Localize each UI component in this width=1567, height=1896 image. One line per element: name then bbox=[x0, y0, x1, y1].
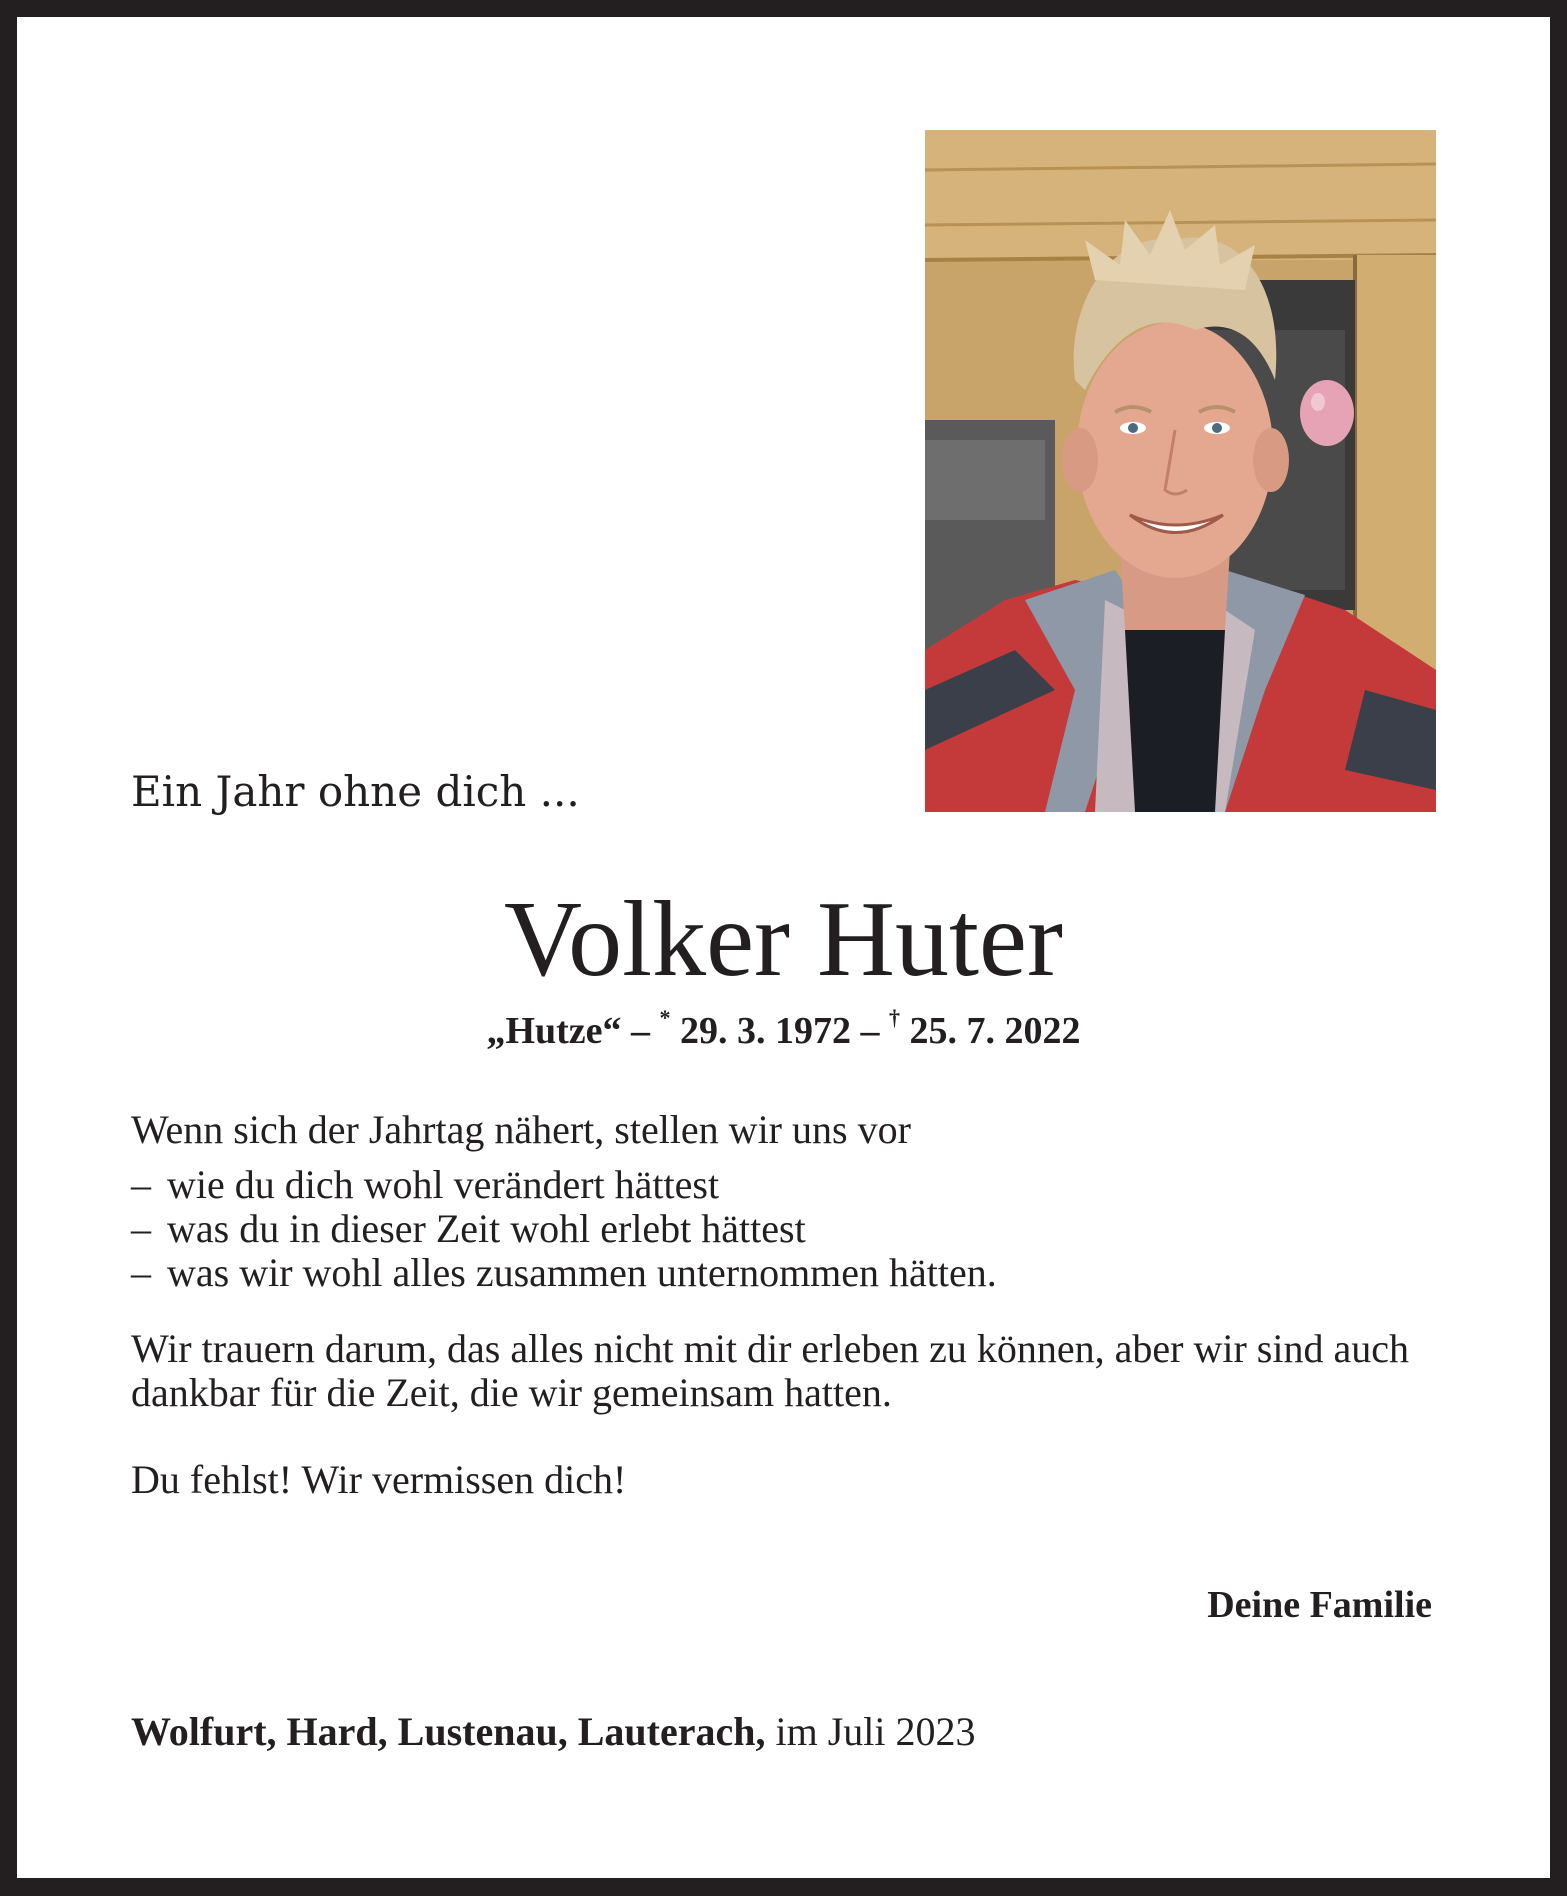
life-dates bbox=[0, 1006, 1567, 1056]
list-dash: – bbox=[131, 1206, 151, 1251]
list-item-text: was wir wohl alles zusammen unternommen hätten. bbox=[167, 1250, 997, 1295]
birth-date: 29. 3. 1972 bbox=[670, 1010, 852, 1052]
death-symbol: † bbox=[889, 1005, 901, 1031]
memory-list bbox=[131, 1163, 997, 1295]
list-dash: – bbox=[131, 1162, 151, 1207]
paragraph-missing: Du fehlst! Wir vermissen dich! bbox=[131, 1457, 627, 1502]
list-dash: – bbox=[131, 1250, 151, 1295]
footer-places: Wolfurt, Hard, Lustenau, Lauterach, bbox=[131, 1709, 766, 1754]
list-item bbox=[131, 1251, 997, 1295]
paragraph-intro: Wenn sich der Jahrtag nähert, stellen wir uns vor bbox=[131, 1107, 911, 1152]
footer-line bbox=[131, 1709, 976, 1755]
birth-symbol: * bbox=[659, 1005, 671, 1031]
dates-separator: – bbox=[621, 1010, 660, 1052]
list-item bbox=[131, 1207, 997, 1251]
death-date: 25. 7. 2022 bbox=[900, 1010, 1081, 1052]
signature: Deine Familie bbox=[1207, 1584, 1432, 1626]
paragraph-mourning: Wir trauern darum, das alles nicht mit dir erleben zu können, aber wir sind auch dankbar für die Zeit, die wir gemeinsam hatten. bbox=[131, 1326, 1409, 1415]
intro-line: Ein Jahr ohne dich ... bbox=[131, 767, 580, 816]
nickname: „Hutze“ bbox=[486, 1010, 622, 1052]
portrait-photo bbox=[925, 130, 1436, 812]
list-item bbox=[131, 1163, 997, 1207]
dates-separator: – bbox=[851, 1010, 890, 1052]
footer-date: im Juli 2023 bbox=[765, 1709, 976, 1754]
list-item-text: was du in dieser Zeit wohl erlebt hättest bbox=[167, 1206, 806, 1251]
list-item-text: wie du dich wohl verändert hättest bbox=[167, 1162, 720, 1207]
deceased-name: Volker Huter bbox=[504, 880, 1063, 999]
